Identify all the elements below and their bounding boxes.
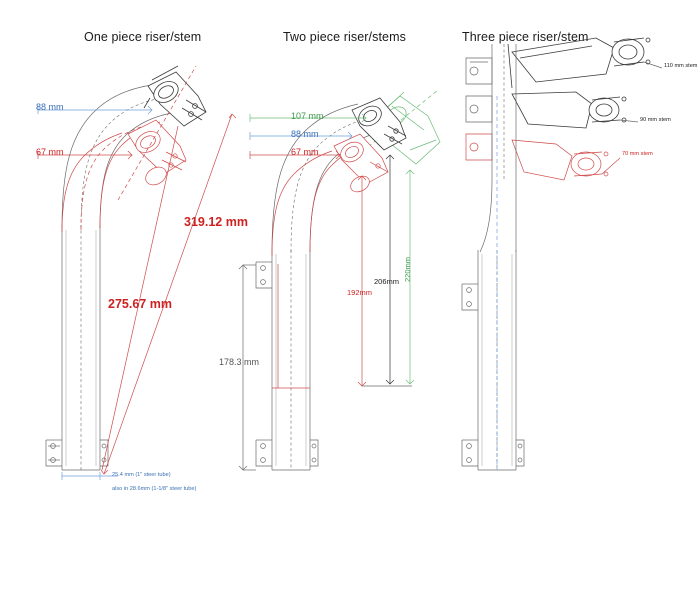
label-two-220mm: 220mm — [403, 256, 412, 282]
label-two-178mm: 178.3 mm — [219, 357, 260, 367]
label-two-107mm: 107 mm — [291, 111, 324, 121]
label-two-192mm: 192mm — [347, 288, 373, 297]
three-piece-riser-drawing — [462, 38, 662, 470]
label-three-90mm-stem: 90 mm stem — [640, 117, 671, 123]
label-one-steer-tube-1: 25.4 mm (1" steer tube) — [112, 472, 171, 478]
column-title-two-piece: Two piece riser/stems — [283, 30, 406, 44]
label-three-110mm-stem: 110 mm stem — [664, 63, 698, 69]
column-title-three-piece: Three piece riser/stem — [462, 30, 589, 44]
label-two-67mm: 67 mm — [291, 147, 319, 157]
label-one-88mm: 88 mm — [36, 102, 64, 112]
label-three-70mm-stem: 70 mm stem — [622, 151, 653, 157]
label-two-88mm: 88 mm — [291, 129, 319, 139]
label-two-206mm: 206mm — [374, 277, 400, 286]
column-title-one-piece: One piece riser/stem — [84, 30, 202, 44]
one-piece-riser-drawing — [38, 66, 236, 480]
label-one-steer-tube-2: also in 28.6mm (1-1/8" steer tube) — [112, 486, 197, 492]
label-one-67mm: 67 mm — [36, 147, 64, 157]
label-one-319mm: 319.12 mm — [184, 215, 248, 229]
label-one-275mm: 275.67 mm — [108, 297, 172, 311]
